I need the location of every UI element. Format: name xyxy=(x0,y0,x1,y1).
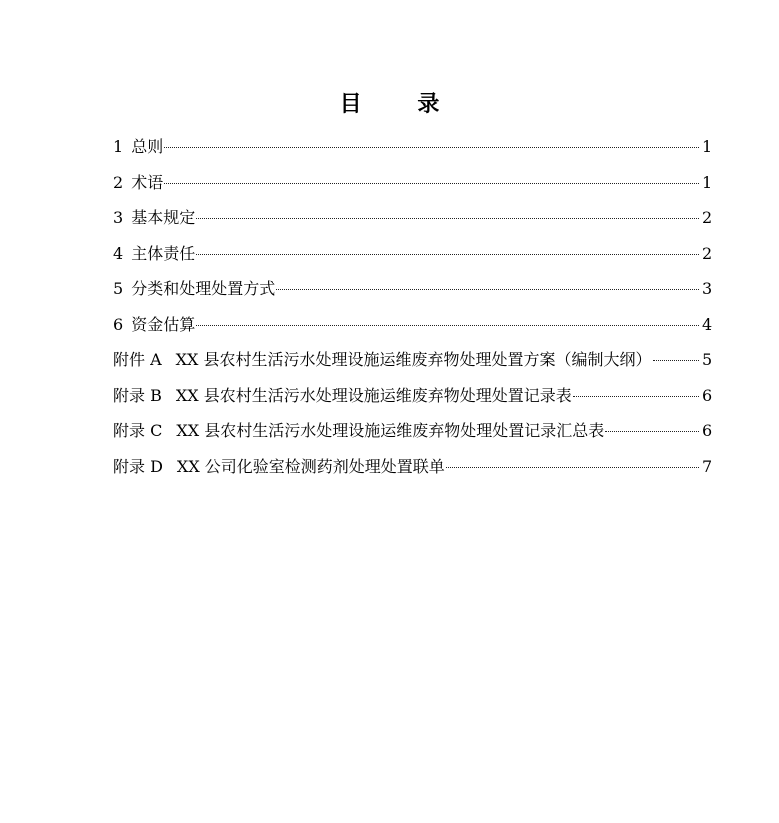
entry-appendix-prefix: 附录 D xyxy=(113,456,163,476)
toc-entry[interactable] xyxy=(113,382,711,418)
dot-leader xyxy=(446,467,699,468)
entry-page-number: 5 xyxy=(702,350,713,369)
entry-page-number: 2 xyxy=(702,208,713,227)
entry-number: 6 xyxy=(113,314,124,334)
toc-entry[interactable] xyxy=(113,311,711,347)
entry-page-number: 7 xyxy=(702,456,713,476)
entry-page-number: 4 xyxy=(702,314,713,334)
entry-page-number: 1 xyxy=(702,172,713,192)
dot-leader xyxy=(276,289,699,290)
entry-page-number: 6 xyxy=(702,385,713,405)
entry-page-number: 1 xyxy=(702,137,713,156)
entry-label: XX 县农村生活污水处理设施运维废弃物处理处置方案（编制大纲） xyxy=(175,350,652,369)
toc-entry[interactable] xyxy=(113,204,711,240)
entry-appendix-prefix: 附录 C xyxy=(113,421,163,440)
entry-number: 1 xyxy=(113,137,124,156)
toc-list xyxy=(113,133,711,488)
entry-page-number: 2 xyxy=(702,243,713,263)
entry-page-number: 3 xyxy=(702,279,713,298)
dot-leader xyxy=(196,254,699,255)
entry-label: XX 县农村生活污水处理设施运维废弃物处理处置记录表 xyxy=(175,385,572,405)
dot-leader xyxy=(196,325,699,326)
dot-leader xyxy=(605,431,699,432)
entry-number: 3 xyxy=(113,208,124,227)
entry-label: 术语 xyxy=(131,172,164,192)
toc-entry[interactable] xyxy=(113,346,711,382)
entry-label: 主体责任 xyxy=(131,243,196,263)
toc-entry[interactable] xyxy=(113,169,711,205)
toc-title: 目 录 xyxy=(339,91,464,117)
entry-number: 2 xyxy=(113,172,124,192)
entry-label: 基本规定 xyxy=(131,208,196,227)
toc-entry[interactable] xyxy=(113,133,711,169)
dot-leader xyxy=(653,360,699,361)
entry-label: 资金估算 xyxy=(131,314,196,334)
entry-appendix-prefix: 附录 B xyxy=(113,385,162,405)
dot-leader xyxy=(164,147,699,148)
entry-label: 总则 xyxy=(131,137,164,156)
entry-appendix-prefix: 附件 A xyxy=(113,350,162,369)
toc-entry[interactable] xyxy=(113,275,711,311)
entry-number: 4 xyxy=(113,243,124,263)
dot-leader xyxy=(196,218,699,219)
toc-entry[interactable] xyxy=(113,453,711,489)
entry-label: XX 公司化验室检测药剂处理处置联单 xyxy=(176,456,445,476)
dot-leader xyxy=(573,396,699,397)
entry-page-number: 6 xyxy=(702,421,713,440)
toc-entry[interactable] xyxy=(113,417,711,453)
toc-entry[interactable] xyxy=(113,240,711,276)
entry-label: 分类和处理处置方式 xyxy=(131,279,276,298)
dot-leader xyxy=(164,183,699,184)
entry-number: 5 xyxy=(113,279,124,298)
entry-label: XX 县农村生活污水处理设施运维废弃物处理处置记录汇总表 xyxy=(176,421,605,440)
